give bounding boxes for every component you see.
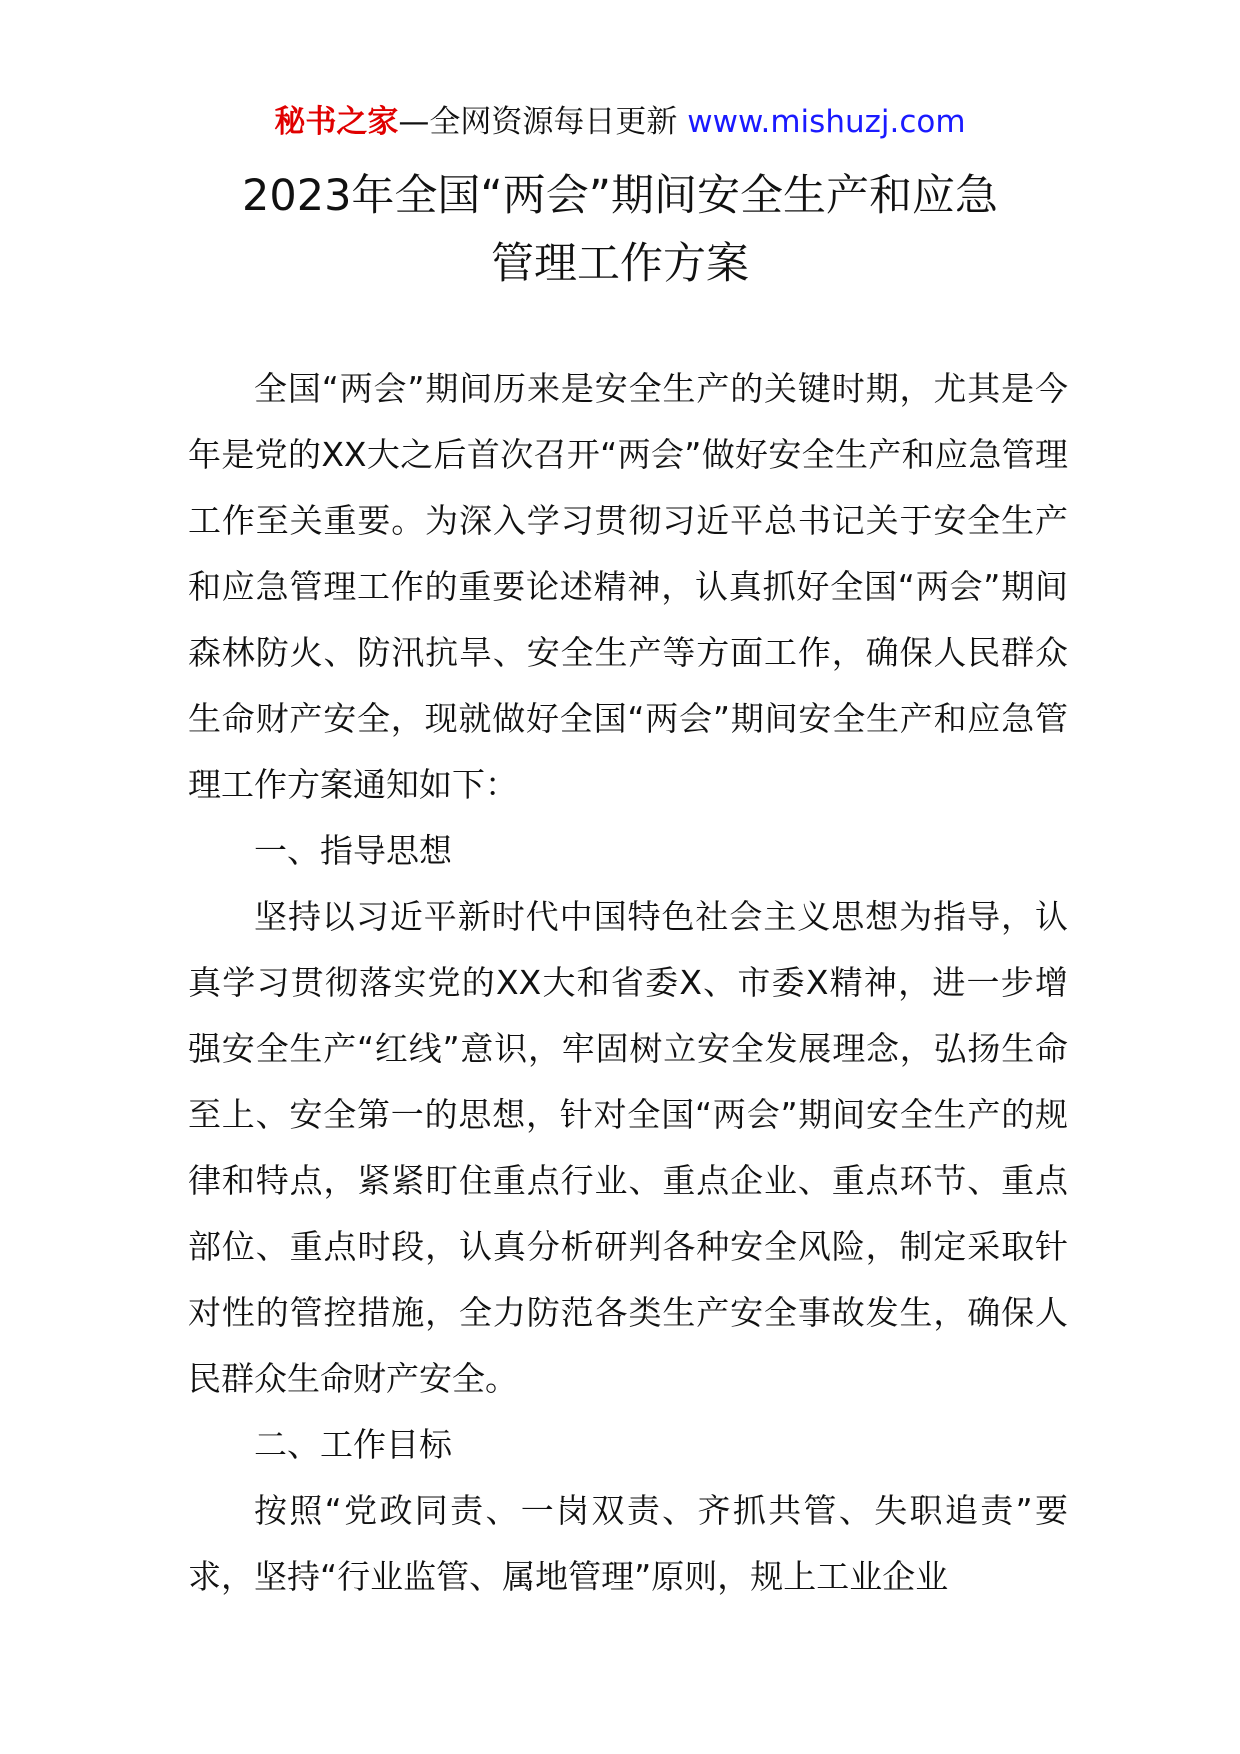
section-paragraph-guiding-ideology: 坚持以习近平新时代中国特色社会主义思想为指导，认真学习贯彻落实党的XX大和省委X、市委X精神，进一步增强安全生产“红线”意识，牢固树立安全发展理念，弘扬生命至上、安全第一的思想，针对全国“两会”期间安全生产的规律和特点，紧紧盯住重点行业、重点企业、重点环节、重点部位、重点时段，认真分析研判各种安全风险，制定采取针对性的管控措施，全力防范各类生产安全事故发生，确保人民群众生命财产安全。 [188,897,1068,1398]
title-line-2: 管理工作方案 [491,239,749,289]
site-header [0,100,1240,144]
intro-paragraph: 全国“两会”期间历来是安全生产的关键时期，尤其是今年是党的XX大之后首次召开“两会”做好安全生产和应急管理工作至关重要。为深入学习贯彻习近平总书记关于安全生产和应急管理工作的重要论述精神，认真抓好全国“两会”期间森林防火、防汛抗旱、安全生产等方面工作，确保人民群众生命财产安全，现就做好全国“两会”期间安全生产和应急管理工作方案通知如下： [188,369,1068,804]
header-tagline: —全网资源每日更新 [398,104,678,140]
document-body [188,356,1068,1610]
brand-name: 秘书之家 [274,104,399,140]
section-paragraph-work-goals: 按照“党政同责、一岗双责、齐抓共管、失职追责”要求，坚持“行业监管、属地管理”原则，规上工业企业 [188,1491,1068,1596]
document-title [140,162,1100,298]
section-heading-work-goals: 二、工作目标 [254,1425,452,1464]
site-url-link[interactable]: www.mishuzj.com [687,104,966,140]
section-heading-guiding-ideology: 一、指导思想 [254,831,452,870]
title-line-1: 2023年全国“两会”期间安全生产和应急 [242,171,998,221]
